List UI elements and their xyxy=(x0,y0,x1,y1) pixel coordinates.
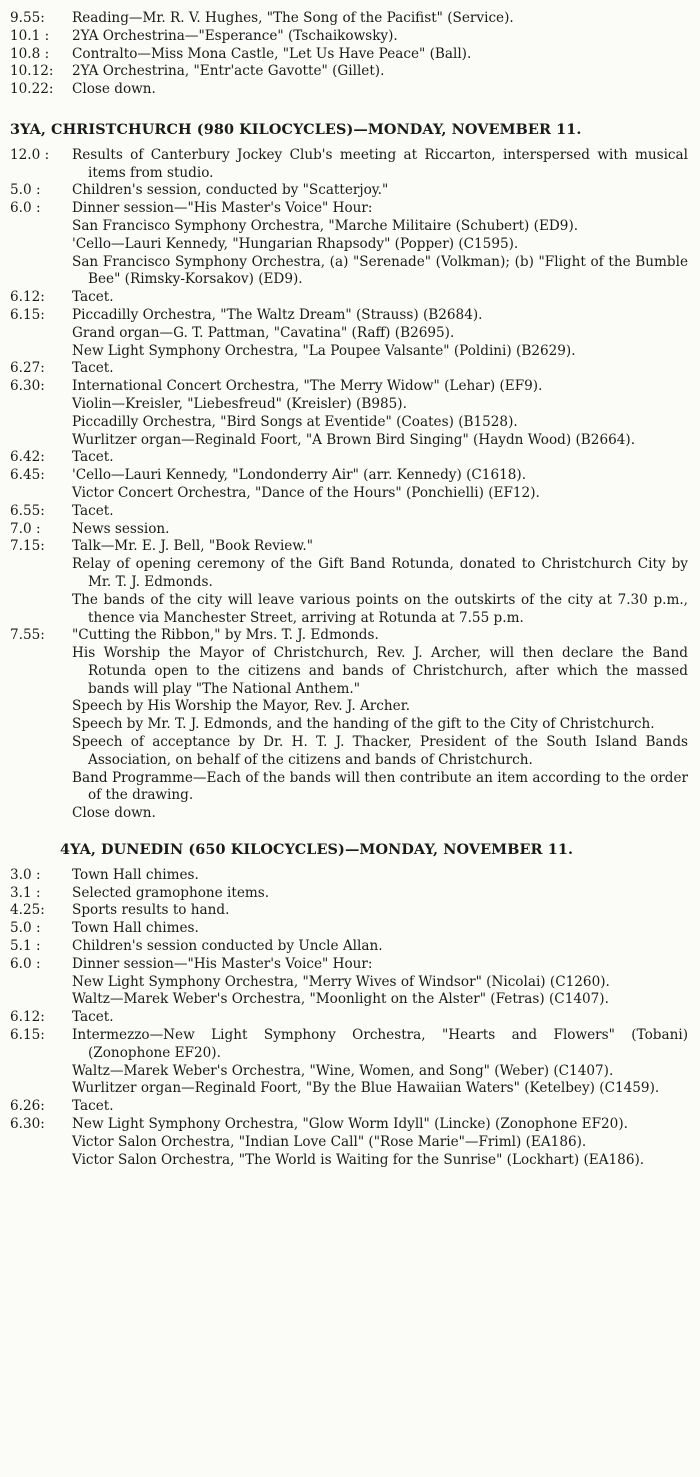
programme-text: Waltz—Marek Weber's Orchestra, "Moonlight on the Alster" (Fetras) (C1407). xyxy=(72,991,609,1008)
programme-item xyxy=(10,503,688,521)
programme-text: Tacet. xyxy=(72,360,114,377)
programme-item xyxy=(10,485,688,503)
programme-time: 6.15: xyxy=(10,1027,45,1044)
programme-item xyxy=(10,432,688,450)
programme-text: Victor Salon Orchestra, "The World is Waiting for the Sunrise" (Lockhart) (EA186). xyxy=(72,1151,645,1168)
programme-item xyxy=(10,378,688,396)
section-2ya-continuation xyxy=(10,10,688,99)
programme-time: 5.0 : xyxy=(10,920,41,937)
programme-text: Dinner session—"His Master's Voice" Hour: xyxy=(72,200,373,217)
programme-text: Violin—Kreisler, "Liebesfreud" (Kreisler) (B985). xyxy=(72,395,407,412)
programme-time: 5.1 : xyxy=(10,938,41,955)
programme-item xyxy=(10,343,688,361)
programme-text: New Light Symphony Orchestra, "Glow Worm Idyll" (Lincke) (Zonophone EF20). xyxy=(72,1116,628,1133)
programme-text: 'Cello—Lauri Kennedy, "Londonderry Air" (arr. Kennedy) (C1618). xyxy=(72,467,527,484)
programme-item xyxy=(10,991,688,1009)
programme-time: 10.12: xyxy=(10,63,54,80)
programme-text: Wurlitzer organ—Reginald Foort, "A Brown Bird Singing" (Haydn Wood) (B2664). xyxy=(72,431,636,448)
programme-time: 6.15: xyxy=(10,306,45,323)
programme-item xyxy=(10,521,688,539)
programme-time: 6.12: xyxy=(10,1009,45,1026)
programme-time: 6.27: xyxy=(10,360,45,377)
programme-time: 6.26: xyxy=(10,1098,45,1115)
programme-time: 7.15: xyxy=(10,538,45,555)
station-heading-4ya: 4YA, DUNEDIN (650 KILOCYCLES)—MONDAY, NOVEMBER 11. xyxy=(60,841,574,859)
programme-text: Selected gramophone items. xyxy=(72,884,270,901)
programme-item xyxy=(10,1098,688,1116)
programme-item xyxy=(10,627,688,645)
programme-text: His Worship the Mayor of Christchurch, Rev. J. Archer, will then declare the Band Rotunda open to the citizens and bands of Christchurch, after which the massed bands will play "The National Anthem." xyxy=(72,645,688,697)
programme-text: Sports results to hand. xyxy=(72,902,230,919)
programme-time: 6.30: xyxy=(10,1116,45,1133)
programme-item xyxy=(10,698,688,716)
programme-item xyxy=(10,236,688,254)
programme-item xyxy=(10,938,688,956)
programme-item xyxy=(10,289,688,307)
station-heading-3ya: 3YA, CHRISTCHURCH (980 KILOCYCLES)—MONDAY, NOVEMBER 11. xyxy=(10,120,582,138)
programme-item xyxy=(10,1009,688,1027)
programme-text: Contralto—Miss Mona Castle, "Let Us Have Peace" (Ball). xyxy=(72,45,472,62)
programme-time: 10.8 : xyxy=(10,45,50,62)
programme-item xyxy=(10,885,688,903)
programme-time: 4.25: xyxy=(10,902,45,919)
programme-text: San Francisco Symphony Orchestra, "Marche Militaire (Schubert) (ED9). xyxy=(72,217,579,234)
programme-item xyxy=(10,645,688,698)
programme-time: 10.22: xyxy=(10,81,54,98)
programme-text: Reading—Mr. R. V. Hughes, "The Song of the Pacifist" (Service). xyxy=(72,10,514,26)
programme-item xyxy=(10,1080,688,1098)
programme-time: 10.1 : xyxy=(10,27,50,44)
programme-item xyxy=(10,1027,688,1063)
programme-item xyxy=(10,396,688,414)
programme-text: 'Cello—Lauri Kennedy, "Hungarian Rhapsody" (Popper) (C1595). xyxy=(72,235,519,252)
programme-text: "Cutting the Ribbon," by Mrs. T. J. Edmonds. xyxy=(72,627,379,644)
programme-time: 6.0 : xyxy=(10,200,41,217)
programme-item xyxy=(10,1152,688,1170)
programme-text: San Francisco Symphony Orchestra, (a) "Serenade" (Volkman); (b) "Flight of the Bumble Bee" (Rimsky-Korsakov) (ED9). xyxy=(72,253,688,288)
programme-item xyxy=(10,592,688,628)
programme-text: Speech by His Worship the Mayor, Rev. J. Archer. xyxy=(72,698,411,715)
programme-text: Close down. xyxy=(72,81,156,98)
programme-item xyxy=(10,956,688,974)
programme-text: Tacet. xyxy=(72,502,114,519)
programme-text: Dinner session—"His Master's Voice" Hour: xyxy=(72,955,373,972)
programme-text: Speech by Mr. T. J. Edmonds, and the handing of the gift to the City of Christchurch. xyxy=(72,716,655,733)
programme-text: Victor Salon Orchestra, "Indian Love Call" ("Rose Marie"—Friml) (EA186). xyxy=(72,1133,587,1150)
programme-item xyxy=(10,218,688,236)
programme-time: 7.0 : xyxy=(10,520,41,537)
programme-item xyxy=(10,200,688,218)
programme-text: Piccadilly Orchestra, "The Waltz Dream" (Strauss) (B2684). xyxy=(72,306,483,323)
programme-time: 6.55: xyxy=(10,502,45,519)
programme-item xyxy=(10,414,688,432)
programme-time: 5.0 : xyxy=(10,182,41,199)
section-4ya-dunedin xyxy=(10,841,688,1169)
programme-time: 6.42: xyxy=(10,449,45,466)
programme-item xyxy=(10,28,688,46)
programme-text: News session. xyxy=(72,520,170,537)
programme-text: Talk—Mr. E. J. Bell, "Book Review." xyxy=(72,538,313,555)
programme-text: Tacet. xyxy=(72,1098,114,1115)
programme-time: 9.55: xyxy=(10,10,45,26)
programme-text: Tacet. xyxy=(72,289,114,306)
programme-item xyxy=(10,556,688,592)
programme-text: Victor Concert Orchestra, "Dance of the Hours" (Ponchielli) (EF12). xyxy=(72,484,540,501)
programme-item xyxy=(10,325,688,343)
section-3ya-christchurch xyxy=(10,121,688,823)
programme-item xyxy=(10,1063,688,1081)
programme-time: 3.0 : xyxy=(10,866,41,883)
programme-item xyxy=(10,449,688,467)
programme-item xyxy=(10,467,688,485)
programme-item xyxy=(10,920,688,938)
programme-text: The bands of the city will leave various points on the outskirts of the city at 7.30 p.m., thence via Manchester Street, arriving at Rotunda at 7.55 p.m. xyxy=(72,591,688,626)
programme-time: 6.0 : xyxy=(10,955,41,972)
programme-text: Tacet. xyxy=(72,449,114,466)
programme-time: 6.30: xyxy=(10,378,45,395)
programme-item xyxy=(10,770,688,806)
programme-item xyxy=(10,182,688,200)
programme-item xyxy=(10,360,688,378)
programme-text: Grand organ—G. T. Pattman, "Cavatina" (Raff) (B2695). xyxy=(72,324,455,341)
programme-text: International Concert Orchestra, "The Merry Widow" (Lehar) (EF9). xyxy=(72,378,543,395)
programme-item xyxy=(10,63,688,81)
programme-item xyxy=(10,867,688,885)
programme-text: New Light Symphony Orchestra, "La Poupee Valsante" (Poldini) (B2629). xyxy=(72,342,576,359)
programme-time: 6.12: xyxy=(10,289,45,306)
programme-time: 3.1 : xyxy=(10,884,41,901)
programme-item xyxy=(10,147,688,183)
programme-text: Relay of opening ceremony of the Gift Band Rotunda, donated to Christchurch City by Mr. T. J. Edmonds. xyxy=(72,556,688,590)
programme-time: 6.45: xyxy=(10,467,45,484)
programme-item xyxy=(10,805,688,823)
programme-item xyxy=(10,716,688,734)
programme-item xyxy=(10,538,688,556)
programme-text: Children's session conducted by Uncle Allan. xyxy=(72,938,383,955)
programme-item xyxy=(10,734,688,770)
programme-text: Waltz—Marek Weber's Orchestra, "Wine, Women, and Song" (Weber) (C1407). xyxy=(72,1062,614,1079)
programme-text: Children's session, conducted by "Scatterjoy." xyxy=(72,182,389,199)
programme-text: New Light Symphony Orchestra, "Merry Wives of Windsor" (Nicolai) (C1260). xyxy=(72,973,610,990)
programme-text: Wurlitzer organ—Reginald Foort, "By the Blue Hawaiian Waters" (Ketelbey) (C1459). xyxy=(72,1080,660,1097)
programme-time: 7.55: xyxy=(10,627,45,644)
programme-text: Close down. xyxy=(72,805,156,822)
programme-text: Band Programme—Each of the bands will then contribute an item according to the order of the drawing. xyxy=(72,769,688,804)
programme-item xyxy=(10,1116,688,1134)
programme-text: Town Hall chimes. xyxy=(72,920,199,937)
programme-item xyxy=(10,10,688,28)
programme-text: Results of Canterbury Jockey Club's meeting at Riccarton, interspersed with musical items from studio. xyxy=(72,146,688,181)
programme-item xyxy=(10,902,688,920)
programme-item xyxy=(10,974,688,992)
programme-text: Piccadilly Orchestra, "Bird Songs at Eventide" (Coates) (B1528). xyxy=(72,413,518,430)
programme-text: 2YA Orchestrina, "Entr'acte Gavotte" (Gillet). xyxy=(72,63,385,80)
programme-text: Speech of acceptance by Dr. H. T. J. Thacker, President of the South Island Bands Association, on behalf of the citizens and bands of Christchurch. xyxy=(72,734,688,768)
programme-item xyxy=(10,307,688,325)
programme-text: Tacet. xyxy=(72,1009,114,1026)
programme-item xyxy=(10,254,688,290)
programme-text: 2YA Orchestrina—"Esperance" (Tschaikowsky). xyxy=(72,27,398,44)
programme-item xyxy=(10,46,688,64)
programme-time: 12.0 : xyxy=(10,146,50,163)
programme-text: Town Hall chimes. xyxy=(72,866,199,883)
programme-item xyxy=(10,1134,688,1152)
programme-item xyxy=(10,81,688,99)
programme-text: Intermezzo—New Light Symphony Orchestra, "Hearts and Flowers" (Tobani) (Zonophone EF20). xyxy=(72,1027,688,1061)
